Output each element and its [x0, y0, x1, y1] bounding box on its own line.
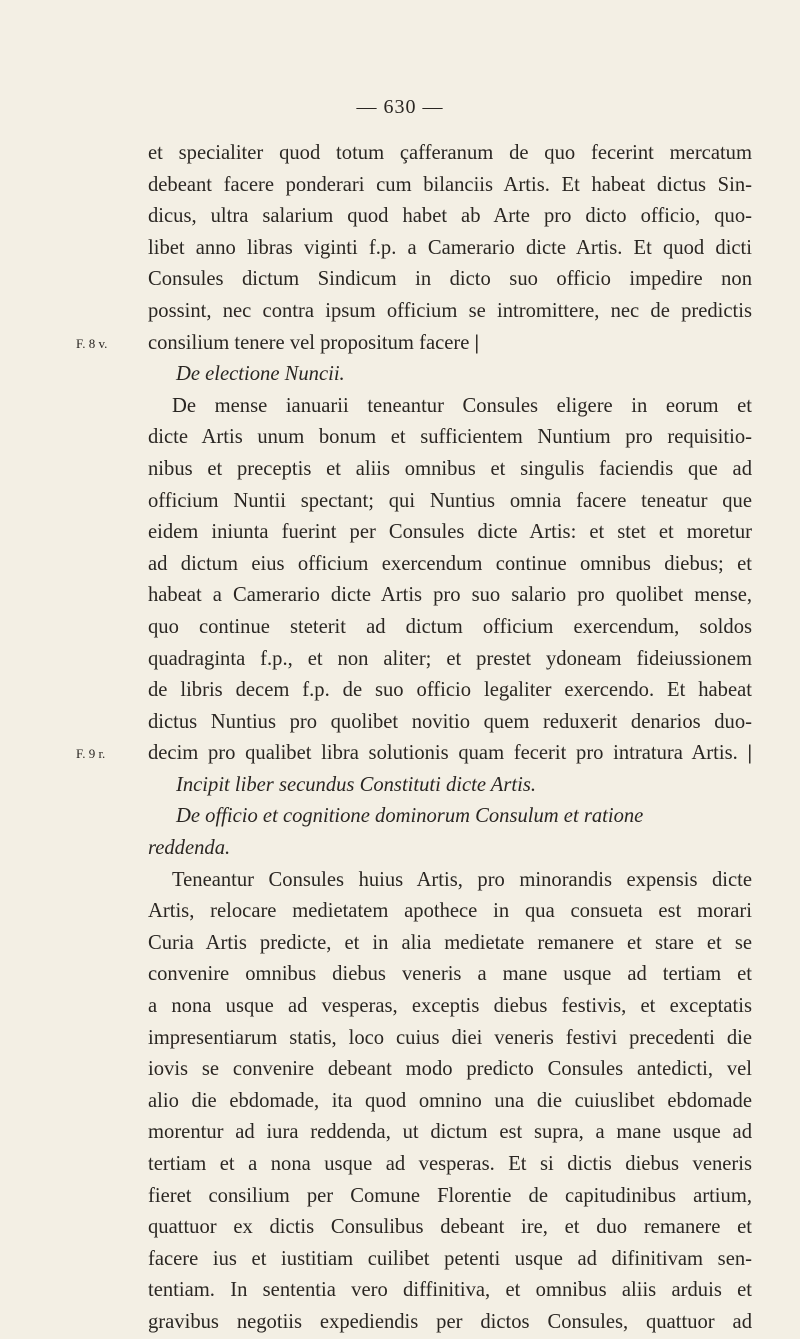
line-text: ad dictum eius officium exercendum continue omnibus diebus; et	[148, 552, 752, 575]
text-line	[148, 138, 752, 170]
line-text: Artis, relocare medietatem apothece in qua consueta est morari	[148, 900, 752, 923]
text-line	[148, 201, 752, 233]
text-line	[148, 1307, 752, 1339]
line-text: eidem iniunta fuerint per Consules dicte Artis: et stet et moretur	[148, 521, 752, 544]
text-line	[148, 1023, 752, 1055]
text-line	[148, 391, 752, 423]
line-text: alio die ebdomade, ita quod omnino una die cuiuslibet ebdomade	[148, 1089, 752, 1112]
text-line	[148, 264, 752, 296]
text-line	[148, 170, 752, 202]
line-text: a nona usque ad vesperas, exceptis diebus festivis, et exceptatis	[148, 995, 752, 1018]
folio-marker: F. 8 v.	[76, 335, 108, 351]
text-line	[148, 896, 752, 928]
text-line	[148, 1149, 752, 1181]
text-line	[148, 1117, 752, 1149]
text-line	[76, 738, 752, 770]
line-text: iovis se convenire debeant modo predicto Consules antedicti, vel	[148, 1058, 752, 1081]
line-text: dicte Artis unum bonum et sufficientem Nuntium pro requisitio-	[148, 426, 752, 449]
text-line	[148, 1086, 752, 1118]
text-line	[148, 675, 752, 707]
folio-separator: |	[737, 742, 752, 765]
line-text: habeat a Camerario dicte Artis pro suo salario pro quolibet mense,	[148, 584, 752, 607]
line-text: impresentiarum statis, loco cuius diei veneris festivi precedenti die	[148, 1026, 752, 1049]
folio-marker: F. 9 r.	[76, 746, 106, 762]
text-line	[148, 422, 752, 454]
line-text: Curia Artis predicte, et in alia medietate remanere et stare et se	[148, 931, 752, 954]
line-text: consilium tenere vel propositum facere	[148, 331, 470, 354]
text-line	[148, 1244, 752, 1276]
line-text: tentiam. In sententia vero diffinitiva, et omnibus aliis arduis et	[148, 1279, 752, 1302]
line-text: De officio et cognitione dominorum Consulum et ratione	[176, 805, 644, 828]
line-text: dictus Nuntius pro quolibet novitio quem reduxerit denarios duo-	[148, 710, 752, 733]
text-body	[76, 138, 752, 1339]
text-line	[148, 486, 752, 518]
line-text: decim pro qualibet libra solutionis quam fecerit pro intratura Artis.	[148, 742, 738, 765]
line-text: De electione Nuncii.	[176, 363, 345, 386]
text-line	[148, 454, 752, 486]
line-text: fieret consilium per Comune Florentie de capitudinibus artium,	[148, 1184, 752, 1207]
line-text: possint, nec contra ipsum officium se intromittere, nec de predictis	[148, 299, 752, 322]
section-heading-line	[148, 833, 752, 865]
text-line	[148, 644, 752, 676]
line-text: debeant facere ponderari cum bilanciis Artis. Et habeat dictus Sin-	[148, 173, 752, 196]
text-line	[148, 1212, 752, 1244]
section-heading-line	[148, 801, 752, 833]
line-text: Incipit liber secundus Constituti dicte Artis.	[176, 773, 536, 796]
line-text: dicus, ultra salarium quod habet ab Arte pro dicto officio, quo-	[148, 205, 752, 228]
text-line	[148, 612, 752, 644]
text-line	[148, 549, 752, 581]
line-text: quattuor ex dictis Consulibus debeant ire, et duo remanere et	[148, 1216, 752, 1239]
line-text: tertiam et a nona usque ad vesperas. Et si dictis diebus veneris	[148, 1153, 752, 1175]
line-text: nibus et preceptis et aliis omnibus et singulis faciendis que ad	[148, 457, 752, 480]
page-number: — 630 —	[356, 96, 444, 118]
text-line	[148, 865, 752, 897]
line-text: quo continue steterit ad dictum officium exercendum, soldos	[148, 615, 752, 638]
line-text: quadraginta f.p., et non aliter; et prestet ydoneam fideiussionem	[148, 647, 752, 670]
text-line	[148, 707, 752, 739]
text-line	[148, 959, 752, 991]
line-text: De mense ianuarii teneantur Consules eligere in eorum et	[172, 394, 752, 417]
line-text: officium Nuntii spectant; qui Nuntius omnia facere teneatur que	[148, 489, 752, 512]
line-text: reddenda.	[148, 837, 231, 860]
line-text: convenire omnibus diebus veneris a mane usque ad tertiam et	[148, 963, 752, 986]
line-text: de libris decem f.p. de suo officio legaliter exercendo. Et habeat	[148, 679, 752, 702]
text-line	[76, 328, 752, 360]
line-text: et specialiter quod totum çafferanum de quo fecerint mercatum	[148, 142, 752, 164]
line-text: Consules dictum Sindicum in dicto suo officio impedire non	[148, 268, 752, 291]
section-heading-line	[148, 770, 752, 802]
section-heading-line	[148, 359, 752, 391]
text-line	[148, 1181, 752, 1213]
line-text: gravibus negotiis expediendis per dictos Consules, quattuor ad	[148, 1310, 752, 1333]
text-line	[148, 1054, 752, 1086]
text-line	[148, 928, 752, 960]
text-line	[148, 296, 752, 328]
text-line	[148, 233, 752, 265]
text-line	[148, 991, 752, 1023]
line-text: morentur ad iura reddenda, ut dictum est supra, a mane usque ad	[148, 1121, 752, 1144]
text-line	[148, 517, 752, 549]
line-text: libet anno libras viginti f.p. a Camerario dicte Artis. Et quod dicti	[148, 236, 752, 259]
line-text: Teneantur Consules huius Artis, pro minorandis expensis dicte	[172, 868, 752, 891]
folio-separator: |	[469, 331, 480, 354]
text-line	[148, 1275, 752, 1307]
text-line	[148, 580, 752, 612]
line-text: facere ius et iustitiam cuilibet petenti usque ad difinitivam sen-	[148, 1247, 752, 1270]
